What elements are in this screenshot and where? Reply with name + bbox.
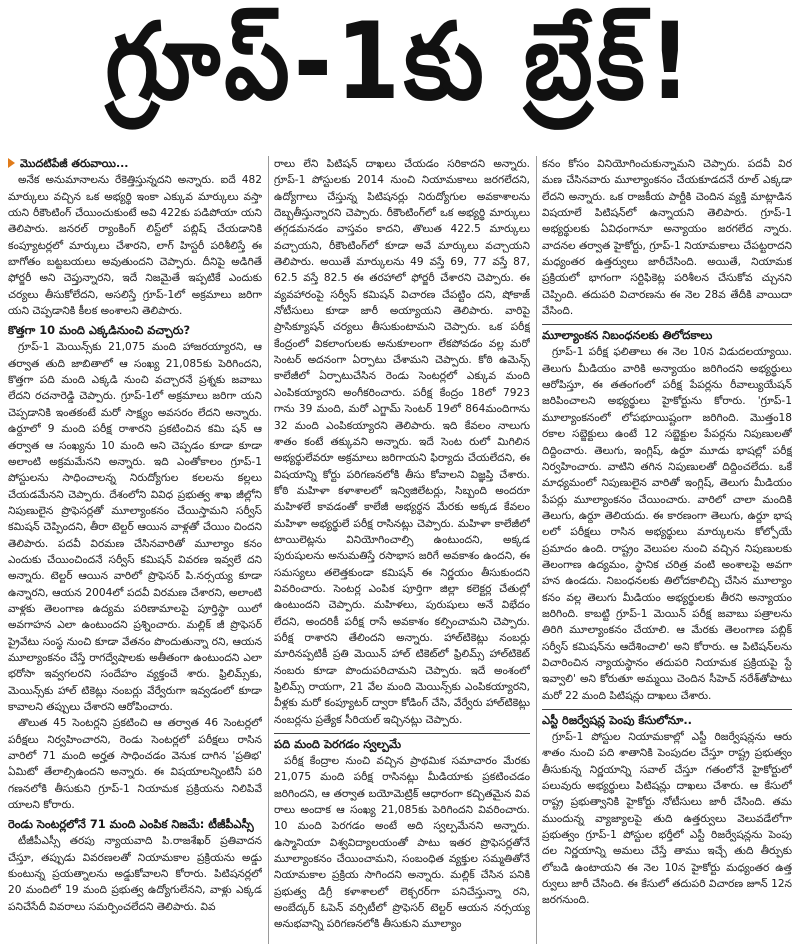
kicker — [8, 156, 262, 172]
arrow-icon — [8, 158, 15, 168]
column-1 — [8, 156, 262, 944]
paragraph: తొలుత 45 సెంటర్లని ప్రకటించి ఆ తర్వాత 46 సెంటర్లలో పరీక్షలు నిర్వహించారని, రెండు సెంటర్లలో పరీక్షలు రాసిన వారిలో 71 మంది అర్హత సాధించడం వెనుక దాగిన 'ప్రతిభ' ఏమిటో తేలాల్సిఉందని అన్నారు. ఈ విషయాలన్నింటినీ పరి గణనలోకి తీసుకుని గ్రూప్‌-1 నియామక ప్రక్రియను నిలిపివే యాలని కోరారు. — [8, 717, 262, 812]
paragraph: కనం కోసం వినియోగించుకున్నామని చెప్పారు. పదవీ విర మణ చేసినవారు మూల్యాంకనం చేయకూడదనే రూల్‌ ఎక్కడా లేదని అన్నారు. ఒక రాజకీయ పార్టీకి చెందిన వ్యక్తి మాట్లాడిన విషయాలే పిటిషన్‌లో ఉన్నాయని తెలిపారు. గ్రూప్‌-1 అభ్యర్థులకు ఏవిధంగానూ అన్యాయం జరగలేద న్నారు. వాదనల తర్వాత హైకోర్టు, గ్రూప్‌-1 నియామకాలు చేపట్టరాదని మధ్యంతర ఉత్తర్వులు జారీచేసింది. అయితే, నియామక ప్రక్రియలో భాగంగా సర్టిఫికెట్ల పరిశీలన చేసుకోవ చ్చునని చెప్పింది. తదుపరి విచారణను ఈ నెల 28వ తేదీకి వాయిదా వేసింది. — [542, 158, 792, 318]
column-2 — [274, 156, 530, 944]
headline-banner — [0, 0, 800, 150]
paragraph: గ్రూప్‌-1 మెయిన్స్‌కు 21,075 మంది హాజరయ్యారని, ఆ తర్వాత తుది జాబితాలో ఆ సంఖ్య 21,085కు పెరిగిందని, కొత్తగా పది మంది ఎక్కడి నుంచి వచ్చారనే ప్రశ్నకు జవాబు లేదని రచనారెడ్డి చెప్పారు. గ్రూప్‌-1లో అక్రమాలు జరిగా యని చెప్పడానికి ఇంతకంటే మరో సాక్ష్యం అవసరం లేదని అన్నారు. ఉర్దూలో 9 మంది పరీక్ష రాశారని ప్రకటించిన కమి షన్‌ ఆ తర్వాత ఆ సంఖ్యను 10 మంది అని చెప్పడం కూడా కూడా అలాంటి అక్రమమేనని అన్నారు. ఇది ఎంతోకాలం గ్రూప్‌-1 పోస్టులను సాధించాలన్న నిరుద్యోగుల కలలను కల్లలు చేయడమేనని చెప్పారు. దేశంలోని వివిధ ప్రభుత్వ శాఖ జీల్లోని నిపుణులైన ప్రొఫెసర్లతో మూల్యాంకనం చేయిస్తామని సర్వీస్‌ కమిషన్‌ చెప్పిందని, తీరా టెల్టర్‌ ఆయిన వాళ్లతో చేయిం చిందని తెలిపారు. పదవీ విరమణ చేసినవారితో మూల్యాం కనం ఎందుకు చేయించిందనే సర్వీస్‌ కమిషన్‌ వివరణ ఇవ్వలే దని అన్నారు. టెల్టర్‌ ఆయిన వారిలో ప్రొఫెసర్‌ పి.నర్సయ్య కూడా ఉన్నారని, ఆయన 2004లో పదవీ విరమణ చేశారని, అలాంటి వాళ్లకు తెలంగాణ ఉద్యమ పరిణామాలపై పూర్తిస్థా యిలో అవగాహన ఎలా ఉంటుందని ప్రశ్నించారు. మల్లిక్‌ జీ ప్రొఫెసర్‌ ప్రైవేటు సంస్థ నుంచి కూడా వేతనం పొందుతున్నా రని, ఆయన మూల్యాంకనం చేస్తే రాగద్వేషాలకు అతీతంగా ఉంటుందని ఎలా భరోసా ఇవ్వగలరని సందేహం వ్యక్తంచే శారు. ఫ్రిలిమ్స్‌కు, మెయిన్స్‌కు హాల్‌ టికెట్లు నంబర్లు వేర్వేరుగా ఇవ్వడంలో కూడా కావాలని తప్పులు చేశారని ఆరోపించారు. — [8, 341, 262, 713]
paragraph: టీజీపీఎస్సీ తరపు న్యాయవాది పి.రాజశేఖర్‌ ప్రతివాదన చేస్తూ, తప్పుడు వివరణలతో నియామకాల ప్రక్రియను అడ్డు కుంటున్న ప్రయత్నాలను అడ్డుకోవాలని కోరారు. పిటిషనర్లలో 20 మందిలో 19 మంది ప్రభుత్వ ఉద్యోగులేనని, వాళ్లు ఎక్కడ పనిచేసేదీ వివరాలు సమర్పించలేదని తెలిపారు. వివ — [8, 835, 262, 913]
subheading: పది మంది పెరగడం స్వల్పమే — [274, 733, 530, 752]
subheading: ఎస్టీ రిజర్వేషన్ల పెంపు కేసులోనూ.. — [542, 709, 792, 728]
paragraph: రాలు లేని పిటిషన్‌ దాఖలు చేయడం సరికాదని అన్నారు. గ్రూప్‌-1 పోస్టులకు 2014 నుంచి నియామకాలు జరగలేదని, ఉద్యోగాలు చేస్తున్న పిటిషనర్లు నిరుద్యోగుల అవకాశాలను దెబ్బతీస్తున్నారని చెప్పారు. రీకౌంటింగ్‌లో ఒక అభ్యర్థి మార్కులు తగ్గడమనడం వాస్తవం కాదని, తొలుత 422.5 మార్కులు వచ్చాయని, రీకౌంటింగ్‌లో కూడా అవే మార్కులు వచ్చాయని తెలిపారు. అయితే మార్కులను 49 వస్తే 69, 77 వస్తే 87, 62.5 వస్తే 82.5 ఈ తరహాలో ఫోర్జరీ చేశారని చెప్పారు. ఈ వ్యవహారంపై సర్వీస్‌ కమిషన్‌ విచారణ చేపట్టిం దని, షోకాజ్‌ నోటీసులు కూడా జారీ అయ్యాయని తెలిపారు. వారిపై ప్రాసిక్యూషన్‌ చర్యలు తీసుకుంటామని చెప్పారు. ఒక పరీక్ష కేంద్రంలో వికలాంగులకు అనుకూలంగా లేకపోవడం వల్ల మరో సెంటర్‌ అదనంగా ఏర్పాటు చేశామని చెప్పారు. కోఠి ఉమెన్స్‌ కాలేజీలో ఏర్పాటుచేసిన రెండు సెంటర్లలో ఎక్కువ మంది ఎంపికయ్యారని అంగీకరించారు. పరీక్ష కేంద్రం 18లో 7923 గాను 39 మంది, మరో ఎగ్జామ్‌ సెంటర్‌ 19లో 864మందిగాను 32 మంది ఎంపికయ్యారని తెలిపారు. ఇది కేవలం నాలుగు శాతం కంటే తక్కువని అన్నారు. ఇదే సెంట రులో మిగిలిన అభ్యర్థులేవరూ అక్రమాలు జరిగాయని ఫిర్యాదు చేయలేదని, ఈ విషయాన్ని కోర్టు పరిగణనలోకి తీసు కోవాలని విజ్ఞప్తి చేశారు. కోఠి మహిళా కళాశాలలో ఇన్విజిలేటర్లు, సిబ్బంది అందరూ మహిళలే కావడంతో కాలేజీ అభ్యర్థన మేరకు అక్కడ కేవలం మహిళా అభ్యర్థులే పరీక్ష రాసినట్లు చెప్పారు. మహిళా కాలేజీలో టాయిలెట్లను వినియోగించాల్సి ఉంటుందని, అక్కడ పురుషులను అనుమతిస్తే రసాభాస జరిగే అవకాశం ఉందని, ఈ సమస్యలు తలెత్తకుండా కమిషన్‌ ఈ నిర్ణయం తీసుకుందని వివరించారు. సెంటర్ల ఎంపిక పూర్తిగా జిల్లా కలెక్టర్ల చేతుల్లో ఉంటుందని చెప్పారు. మహిళలు, పురుషులు అనే విభేదం లేదని, అందరికీ పరీక్ష రాసే అవకాశం కల్పించామని చెప్పారు. పరీక్ష రాశారని తేలిందని అన్నారు. హాల్‌టికెట్లు నంబర్లు మారినప్పటికీ ప్రతి మెయిన్‌ హాల్‌ టికెట్‌లో ఫ్రిలిమ్స్‌ హాల్‌టికెట్‌ నంబరు కూడా పొందుపరిచామని చెప్పారు. ఇదే అంశంలో ఫ్రిలిమ్స్‌ రాయగా, 21 వేల మంది మెయిన్స్‌కు ఎంపికయ్యారని, వీళ్లకు మరో కంప్యూటర్‌ ద్వారా కోడింగ్‌ చేసి, వేర్వేరు హాల్‌టికెట్లు నంబర్లను ప్రత్యేక సీరియల్‌ ఇచ్చినట్లు చెప్పారు. — [274, 158, 530, 726]
column-divider — [536, 156, 537, 944]
kicker-text: మొదటిపేజీ తరువాయి... — [20, 157, 129, 170]
subheading: మూల్యాంకన నిబంధనలకు తిలోదకాలు — [542, 324, 792, 343]
subheading: కొత్తగా 10 మంది ఎక్కడినుంచి వచ్చారు? — [8, 323, 191, 338]
paragraph: పరీక్ష కేంద్రాల నుంచి వచ్చిన ప్రాథమిక సమాచారం మేరకు 21,075 మంది పరీక్ష రాసినట్లు మీడియాకు ప్రకటించడం జరిగిందని, ఆ తర్వాత బయోమెట్రిక్‌ ఆధారంగా కచ్చితమైన వివ రాలు అందాక ఆ సంఖ్య 21,085కు పెరిగిందని వివరించారు. 10 మంది పెరగడం అంటే అది స్వల్పమేనని అన్నారు. ఉస్మానియా విశ్వవిద్యాలయంతో పాటు ఇతర ప్రొఫెసర్లతోనే మూల్యాంకనం చేయించామని, సంబంధిత వ్యక్తుల సమ్మతితోనే నియామకాల ప్రక్రియ సాగిందని అన్నారు. మల్లిక్‌ చేసిన పనికి ప్రభుత్వ డిగ్రీ కళాశాలలో లెక్చరర్‌గా పనిచేస్తున్నా రని, అంబేద్కర్‌ ఓపెన్‌ వర్సిటీలో ప్రొఫెసర్‌ టెల్టర్‌ ఆయన నర్సయ్య అనుభవాన్ని పరిగణనలోకి తీసుకుని మూల్యాం — [274, 755, 530, 931]
column-divider — [268, 156, 269, 944]
subheading: రెండు సెంటర్లలోనే 71 మంది ఎంపిక నిజమే: టీజీపీఎస్సీ — [8, 817, 254, 832]
paragraph: గ్రూప్‌-1 పరీక్ష ఫలితాలు ఈ నెల 10న విడుదలయ్యాయి. తెలుగు మీడియం వారికి అన్యాయం జరిగిందని అభ్యర్థులు ఆరోపిస్తూ, ఈ తతంగంలో పరీక్ష పేపర్లను రీవాల్యుయేషన్‌ జరిపించాలని అభ్యర్థులు హైకోర్టును కోరారు. 'గ్రూప్‌-1 మూల్యాంకనంలో లోపభూయిష్టంగా జరిగింది. మొత్తం18 రకాల సబ్జెక్టులు ఉంటే 12 సబ్జెక్టుల పేపర్లను నిపుణులతో దిద్దించారు. తెలుగు, ఇంగ్లిష్‌, ఉర్దూ మూడు భాషల్లో పరీక్ష నిర్వహించారు. వాటిని తగిన నిపుణులతో దిద్దించలేదు. ఒకే మాధ్యమంలో నిపుణులైన వారితో ఇంగ్లిష్‌, తెలుగు మీడియం పేపర్లు మూల్యాంకనం చేయించారు. వారిలో చాలా మందికి తెలుగు, ఉర్దూ తెలియదు. ఈ కారణంగా తెలుగు, ఉర్దూ భాష లలో పరీక్షలు రాసిన అభ్యర్థులు మార్కులను కోల్పోయే ప్రమాదం ఉంది. రాష్ట్రం వెలుపల నుంచి వచ్చిన నిపుణులకు తెలంగాణ ఉద్యమం, స్థానిక చరిత్ర వంటి అంశాలపై అవగా హన ఉండదు. నిబంధనలకు తిలోదకాలిచ్చి చేసిన మూల్యాం కనం వల్ల తెలుగు మీడియం అభ్యర్థులకు తీరని అన్యాయం జరిగింది. కాబట్టి గ్రూప్‌-1 మెయిన్‌ పరీక్ష జవాబు పత్రాలను తిరిగి మూల్యాంకనం చేయాలి. ఆ మేరకు తెలంగాణ పబ్లిక్‌ సర్వీస్‌ కమిషన్‌ను ఆదేశించాలి' అని కోరారు. ఆ పిటిషన్‌లను విచారించిన న్యాయస్థానం తదుపరి నియామక ప్రక్రియపై స్టే ఇవ్వాలి' అని కోరుతూ అమ్మయి చెందిన సీహెచ్‌ నరేశ్‌తోపాటు మరో 22 మంది పిటిషన్లు దాఖలు చేశారు. — [542, 346, 792, 702]
paragraph: గ్రూప్‌-1 పోస్టుల నియామకాల్లో ఎస్టీ రిజర్వేషన్లను ఆరు శాతం నుంచి పది శాతానికి పెంపుదల చేస్తూ రాష్ట్ర ప్రభుత్వం తీసుకున్న నిర్ణయాన్ని సవాల్‌ చేస్తూ గతంలోనే హైకోర్టులో పలువురు అభ్యర్థులు పిటిషన్లు దాఖలు చేశారు. ఆ కేసులో రాష్ట్ర ప్రభుత్వానికి హైకోర్టు నోటీసులు జారీ చేసింది. తమ ముందున్న వ్యాజ్యాలపై తుది ఉత్తర్వులు వెలువడేలోగా ప్రభుత్వం గ్రూప్‌-1 పోస్టుల భర్తీలో ఎస్టీ రిజర్వేషన్లను పెంపు దల నిర్ణయాన్ని అమలు చేస్తే తాము ఇచ్చే తుది తీర్పుకు లోబడి ఉంటాయని ఈ నెల 10న హైకోర్టు మధ్యంతర ఉత్త ర్వులు జారీ చేసింది. ఈ కేసులో తదుపరి విచారణ జూన్‌ 12న జరగనుంది. — [542, 731, 792, 907]
article-body — [8, 156, 792, 944]
paragraph: అనేక అనుమానాలను రేకెత్తిస్తున్నదని అన్నారు. ఐదే 482 మార్కులు వచ్చిన ఒక అభ్యర్థి ఇంకా ఎక్కువ మార్కులు వస్తా యని రీకౌంటింగ్‌ చేయించుకుంటే అవి 422కు పడిపోయా యని తెలిపారు. జనరల్‌ ర్యాంకింగ్‌ లిస్ట్‌లో పబ్లిష్‌ చేయడానికి కంప్యూటర్లలో మార్కులు చేశారని, లాగ్‌ హిస్టరీ పరిశీలిస్తే ఈ బాగోతం బట్టబయలు అవుతుందని చెప్పారు. దీనిపై అడిగితే ఫోర్జరీ అని చెప్తున్నారని, ఇదే నిజమైతే ఇప్పటికే ఎందుకు చర్యలు తీసుకోలేదని, అసలిస్తే గ్రూప్‌-1లో అక్రమాలు జరిగా యని చెప్పడానికి కీలక అంశాలని తెలిపారు. — [8, 174, 262, 318]
column-3 — [542, 156, 792, 944]
headline: గ్రూప్‌-1కు బ్రేక్‌! — [105, 0, 695, 124]
